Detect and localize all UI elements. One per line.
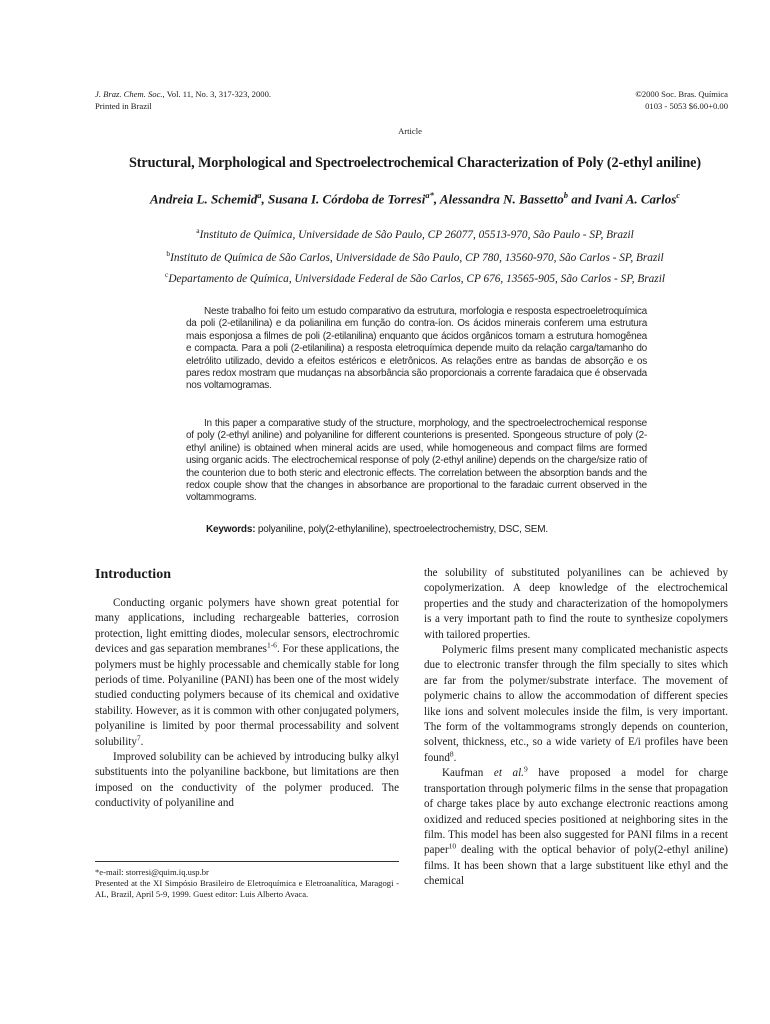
reference-mark: 1-6 [266,640,277,650]
keywords-text: polyaniline, poly(2-ethylaniline), spectroelectrochemistry, DSC, SEM. [255,524,548,535]
author-separator: and [568,191,595,207]
keywords-line [206,524,548,535]
section-heading-introduction: Introduction [95,567,171,582]
paragraph-text: Kaufman [442,767,494,780]
author-name: Ivani A. Carlos [594,191,677,207]
paragraph [95,596,399,750]
paragraph-text: . [140,735,144,748]
reference-mark: 8 [449,749,454,759]
paragraph-text: Polymeric films present many complicated mechanistic aspects due to electronic transfer through the film specially to sites which are far from the polymer/substrate interface. The movement of polymeric chains to allow the accommodation of different species like ions and solvent molecules inside the film, is very important. The form of the voltammograms strongly depends on counterion, solvent, thickness, etc., so a wide variety of E/i profiles have been found [424,644,728,764]
reference-mark: 9 [523,764,528,774]
paragraph: the solubility of substituted polyanilines can be achieved by copolymerization. A deep knowledge of the electrochemical properties and the study and characterization of the homopolymers is a very important path to find the route to synthesize copolymers with tailored properties. [424,567,728,641]
affiliation-text: Instituto de Química de São Carlos, Universidade de São Paulo, CP 780, 13560-970, São Carlos - SP, Brazil [170,251,664,264]
author-affiliation-mark: a* [425,190,434,200]
author-name: Andreia L. Schemid [149,191,258,207]
paragraph-text: . [453,751,457,764]
affiliation [60,226,770,241]
author-separator: , [433,191,440,207]
paragraph [424,766,728,889]
left-column [95,596,399,812]
paragraph: Improved solubility can be achieved by introducing bulky alkyl substituents into the polyaniline backbone, but limitations are then imposed on the conductivity of the polymer produced. The conductivity of polyaniline and [95,751,399,810]
paragraph-text: have proposed a model for charge transportation through polymeric films in the sense that propagation of charge takes place by auto exchange electronic reactions among oxidized and reduced species positioned at neighboring sites in the film. This model has been also suggested for PANI films in a recent paper [424,767,729,857]
footnote [95,867,399,901]
journal-name: J. Braz. Chem. Soc. [95,89,163,99]
author-affiliation-mark: c [676,190,681,200]
footnote-email: *e-mail: storresi@quim.iq.usp.br [95,867,209,877]
reference-mark: 10 [448,841,457,851]
paragraph-text: dealing with the optical behavior of poly(2-ethyl aniline) films. It has been shown that a large substituent like ethyl and the chemical [424,844,728,888]
reference-mark: 7 [136,732,141,742]
right-column [424,566,728,890]
footnote-presented: Presented at the XI Simpósio Brasileiro de Eletroquímica e Eletroanalítica, Maragogi - AL, Brazil, April 5-9, 1999. Guest editor: Luis Alberto Avaca. [95,878,399,900]
issn-text: 0103 - 5053 $6.00+0.00 [645,101,728,111]
affiliation [60,270,770,285]
copyright-symbol: © [635,89,642,99]
affiliation-mark: a [196,226,200,235]
affiliation-mark: b [166,249,171,258]
paragraph-text: . For these applications, the polymers must be highly processable and chemically stable for long periods of time. Polyaniline (PANI) has been one of the most widely studied conducting polymers because of its chemical and oxidative stability. However, as it is common with other conjugated polymers, polyaniline is limited by poor thermal processability and solvent solubility [95,643,399,748]
author-separator: , [261,191,268,207]
abstract-text: In this paper a comparative study of the structure, morphology, and the spectroelectrochemical response of poly (2-ethyl aniline) and polyaniline for different counterions is presented. Spongeous structure of poly (2-ethyl aniline) is obtained when mineral acids are used, while homogeneous and compact films are formed using organic acids. The electrochemical response of poly (2-ethyl aniline) depends on the charge/size ratio of the counterion due to both steric and electronic effects. The correlation between the absorption bands and the redox couple show that the changes in absorbance are proportional to the faradaic current observed in the voltammograms. [186,418,647,504]
affiliation-text: Instituto de Química, Universidade de São Paulo, CP 26077, 05513-970, São Paulo - SP, Brazil [199,228,634,241]
et-al: et al. [493,767,524,780]
abstract-portuguese [186,306,647,393]
abstract-text: Neste trabalho foi feito um estudo comparativo da estrutura, morfologia e resposta espectroeletroquímica da poli (2-etilanilina) e da polianilina em função do contra-íon. Os ácidos minerais conferem uma estrutura mais esponjosa a filmes de poli (2-etilanilina) enquanto que ácidos orgânicos tomam a estrutura homogênea e compacta. Para a poli (2-etilanilina) a resposta eletroquímica depende muito da relação carga/tamanho do eletrólito utilizado, devido a efeitos estéricos e eletrônicos. As relações entre as bandas de absorção e os pares redox mostram que mudanças na absorbância são proporcionais a corrente faradaica que é observada nos voltamogramas. [186,306,647,392]
copyright-text: 2000 Soc. Bras. Química [641,89,728,99]
paragraph-text: Conducting organic polymers have shown great potential for many applications, including rechargeable batteries, corrosion protection, light emitting diodes, molecular sensors, electrochromic devices and gas separation membranes [95,597,399,656]
author-affiliation-mark: b [563,190,569,200]
author-affiliation-mark: a [257,190,262,200]
author-name: Susana I. Córdoba de Torresi [267,191,426,207]
keywords-label: Keywords: [206,524,256,535]
footnote-divider [95,861,399,862]
author-list [60,190,770,207]
author-name: Alessandra N. Bassetto [439,191,564,207]
affiliation-text: Departamento de Química, Universidade Federal de São Carlos, CP 676, 13565-905, São Carlos - SP, Brazil [168,272,665,285]
abstract-english [186,418,647,505]
printed-in: Printed in Brazil [95,101,152,111]
journal-citation: , Vol. 11, No. 3, 317-323, 2000. [162,89,272,99]
affiliation [60,249,770,264]
journal-header [95,88,271,112]
affiliation-mark: c [165,270,169,279]
paper-title: Structural, Morphological and Spectroelectrochemical Characterization of Poly (2-ethyl aniline) [129,155,701,171]
copyright-header [635,88,728,112]
paragraph [424,643,728,766]
article-type-label: Article [398,126,422,136]
